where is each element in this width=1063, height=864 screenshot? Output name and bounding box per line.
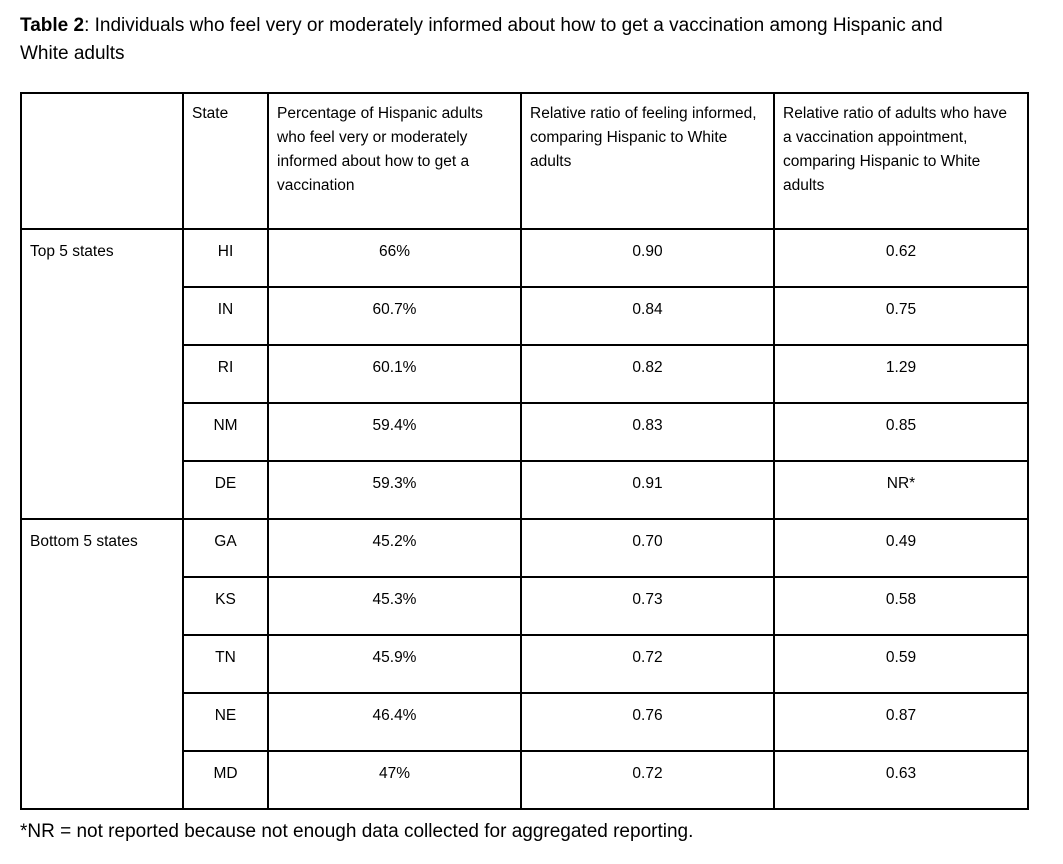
percentage-cell: 66% <box>268 229 521 287</box>
state-cell: IN <box>183 287 268 345</box>
ratio-appointment-cell: 0.63 <box>774 751 1028 809</box>
ratio-informed-cell: 0.90 <box>521 229 774 287</box>
ratio-informed-cell: 0.82 <box>521 345 774 403</box>
column-header-percentage-informed: Percentage of Hispanic adults who feel very or moderately informed about how to get a vaccination <box>268 93 521 229</box>
table-row <box>21 519 1028 577</box>
ratio-informed-cell: 0.73 <box>521 577 774 635</box>
column-header-ratio-appointment: Relative ratio of adults who have a vaccination appointment, comparing Hispanic to White adults <box>774 93 1028 229</box>
footnote: *NR = not reported because not enough data collected for aggregated reporting. <box>20 821 694 842</box>
percentage-cell: 47% <box>268 751 521 809</box>
column-header-blank <box>21 93 183 229</box>
ratio-appointment-cell: 1.29 <box>774 345 1028 403</box>
percentage-cell: 45.9% <box>268 635 521 693</box>
state-cell: HI <box>183 229 268 287</box>
ratio-appointment-cell: 0.58 <box>774 577 1028 635</box>
state-cell: NE <box>183 693 268 751</box>
ratio-informed-cell: 0.72 <box>521 751 774 809</box>
ratio-appointment-cell: 0.59 <box>774 635 1028 693</box>
table-title-text: : Individuals who feel very or moderately informed about how to get a vaccination among Hispanic and White adults <box>20 15 943 64</box>
state-cell: NM <box>183 403 268 461</box>
state-cell: TN <box>183 635 268 693</box>
group-label-bottom5: Bottom 5 states <box>21 519 183 809</box>
table-row <box>21 229 1028 287</box>
ratio-informed-cell: 0.84 <box>521 287 774 345</box>
state-cell: KS <box>183 577 268 635</box>
percentage-cell: 60.7% <box>268 287 521 345</box>
state-cell: DE <box>183 461 268 519</box>
ratio-appointment-cell: 0.62 <box>774 229 1028 287</box>
percentage-cell: 60.1% <box>268 345 521 403</box>
column-header-ratio-informed: Relative ratio of feeling informed, comparing Hispanic to White adults <box>521 93 774 229</box>
percentage-cell: 45.3% <box>268 577 521 635</box>
ratio-appointment-cell: 0.49 <box>774 519 1028 577</box>
percentage-cell: 45.2% <box>268 519 521 577</box>
ratio-appointment-cell: 0.75 <box>774 287 1028 345</box>
table-title <box>20 12 978 68</box>
ratio-informed-cell: 0.72 <box>521 635 774 693</box>
percentage-cell: 46.4% <box>268 693 521 751</box>
ratio-informed-cell: 0.70 <box>521 519 774 577</box>
group-label-top5: Top 5 states <box>21 229 183 519</box>
ratio-informed-cell: 0.76 <box>521 693 774 751</box>
data-table <box>20 92 1029 810</box>
table-title-label: Table 2 <box>20 15 85 36</box>
percentage-cell: 59.3% <box>268 461 521 519</box>
column-header-state: State <box>183 93 268 229</box>
percentage-cell: 59.4% <box>268 403 521 461</box>
state-cell: GA <box>183 519 268 577</box>
ratio-informed-cell: 0.83 <box>521 403 774 461</box>
table-header-row <box>21 93 1028 229</box>
ratio-informed-cell: 0.91 <box>521 461 774 519</box>
state-cell: MD <box>183 751 268 809</box>
state-cell: RI <box>183 345 268 403</box>
ratio-appointment-cell: 0.85 <box>774 403 1028 461</box>
ratio-appointment-cell: 0.87 <box>774 693 1028 751</box>
ratio-appointment-cell: NR* <box>774 461 1028 519</box>
